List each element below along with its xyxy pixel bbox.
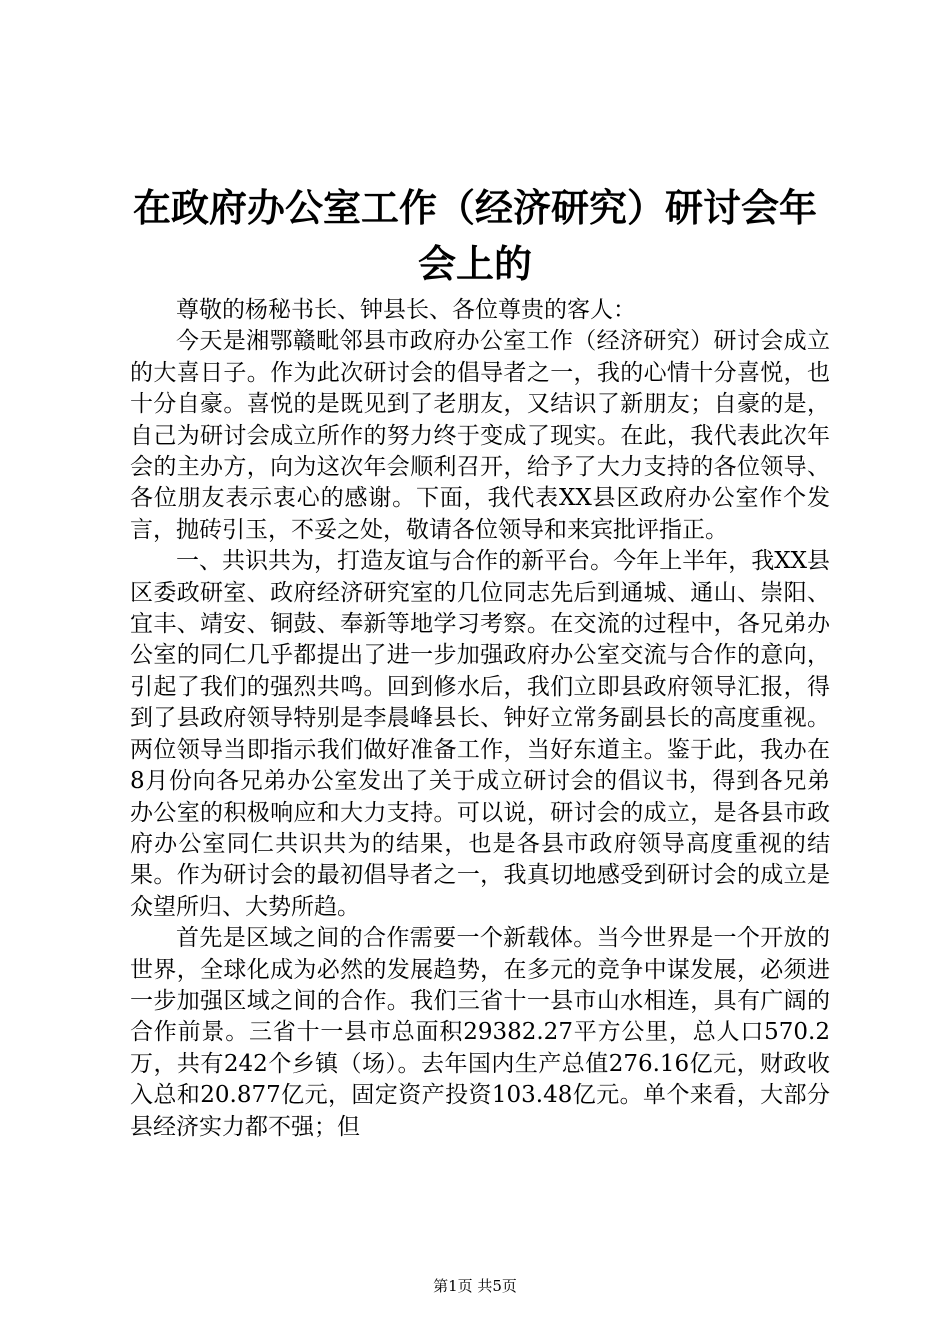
body-paragraph: 今天是湘鄂赣毗邻县市政府办公室工作（经济研究）研讨会成立的大喜日子。作为此次研讨会的倡导者之一，我的心情十分喜悦，也十分自豪。喜悦的是既见到了老朋友，又结识了新朋友；自豪的是，自己为研讨会成立所作的努力终于变成了现实。在此，我代表此次年会的主办方，向为这次年会顺利召开，给予了大力支持的各位领导、各位朋友表示衷心的感谢。下面，我代表XX县区政府办公室作个发言，抛砖引玉，不妥之处，敬请各位领导和来宾批评指正。 (130, 328, 830, 543)
salutation-paragraph: 尊敬的杨秘书长、钟县长、各位尊贵的客人： (176, 297, 636, 323)
body-paragraph: 首先是区域之间的合作需要一个新载体。当今世界是一个开放的世界，全球化成为必然的发展趋势，在多元的竞争中谋发展，必须进一步加强区域之间的合作。我们三省十一县市山水相连，具有广阔的合作前景。三省十一县市总面积29382.27平方公里，总人口570.2万，共有242个乡镇（场）。去年国内生产总值276.16亿元，财政收入总和20.877亿元，固定资产投资103.48亿元。单个来看，大部分县经济实力都不强；但 (130, 925, 830, 1140)
document-title: 在政府办公室工作（经济研究）研讨会年会上的 (132, 185, 817, 286)
body-paragraph: 一、共识共为，打造友谊与合作的新平台。今年上半年，我XX县区委政研室、政府经济研究室的几位同志先后到通城、通山、崇阳、宜丰、靖安、铜鼓、奉新等地学习考察。在交流的过程中，各兄弟办公室的同仁几乎都提出了进一步加强政府办公室交流与合作的意向，引起了我们的强烈共鸣。回到修水后，我们立即县政府领导汇报，得到了县政府领导特别是李晨峰县长、钟好立常务副县长的高度重视。两位领导当即指示我们做好准备工作，当好东道主。鉴于此，我办在8月份向各兄弟办公室发出了关于成立研讨会的倡议书，得到各兄弟办公室的积极响应和大力支持。可以说，研讨会的成立，是各县市政府办公室同仁共识共为的结果，也是各县市政府领导高度重视的结果。作为研讨会的最初倡导者之一，我真切地感受到研讨会的成立是众望所归、大势所趋。 (130, 548, 830, 920)
document-body (130, 295, 830, 1143)
page-number-footer: 第1页 共5页 (433, 1277, 517, 1295)
